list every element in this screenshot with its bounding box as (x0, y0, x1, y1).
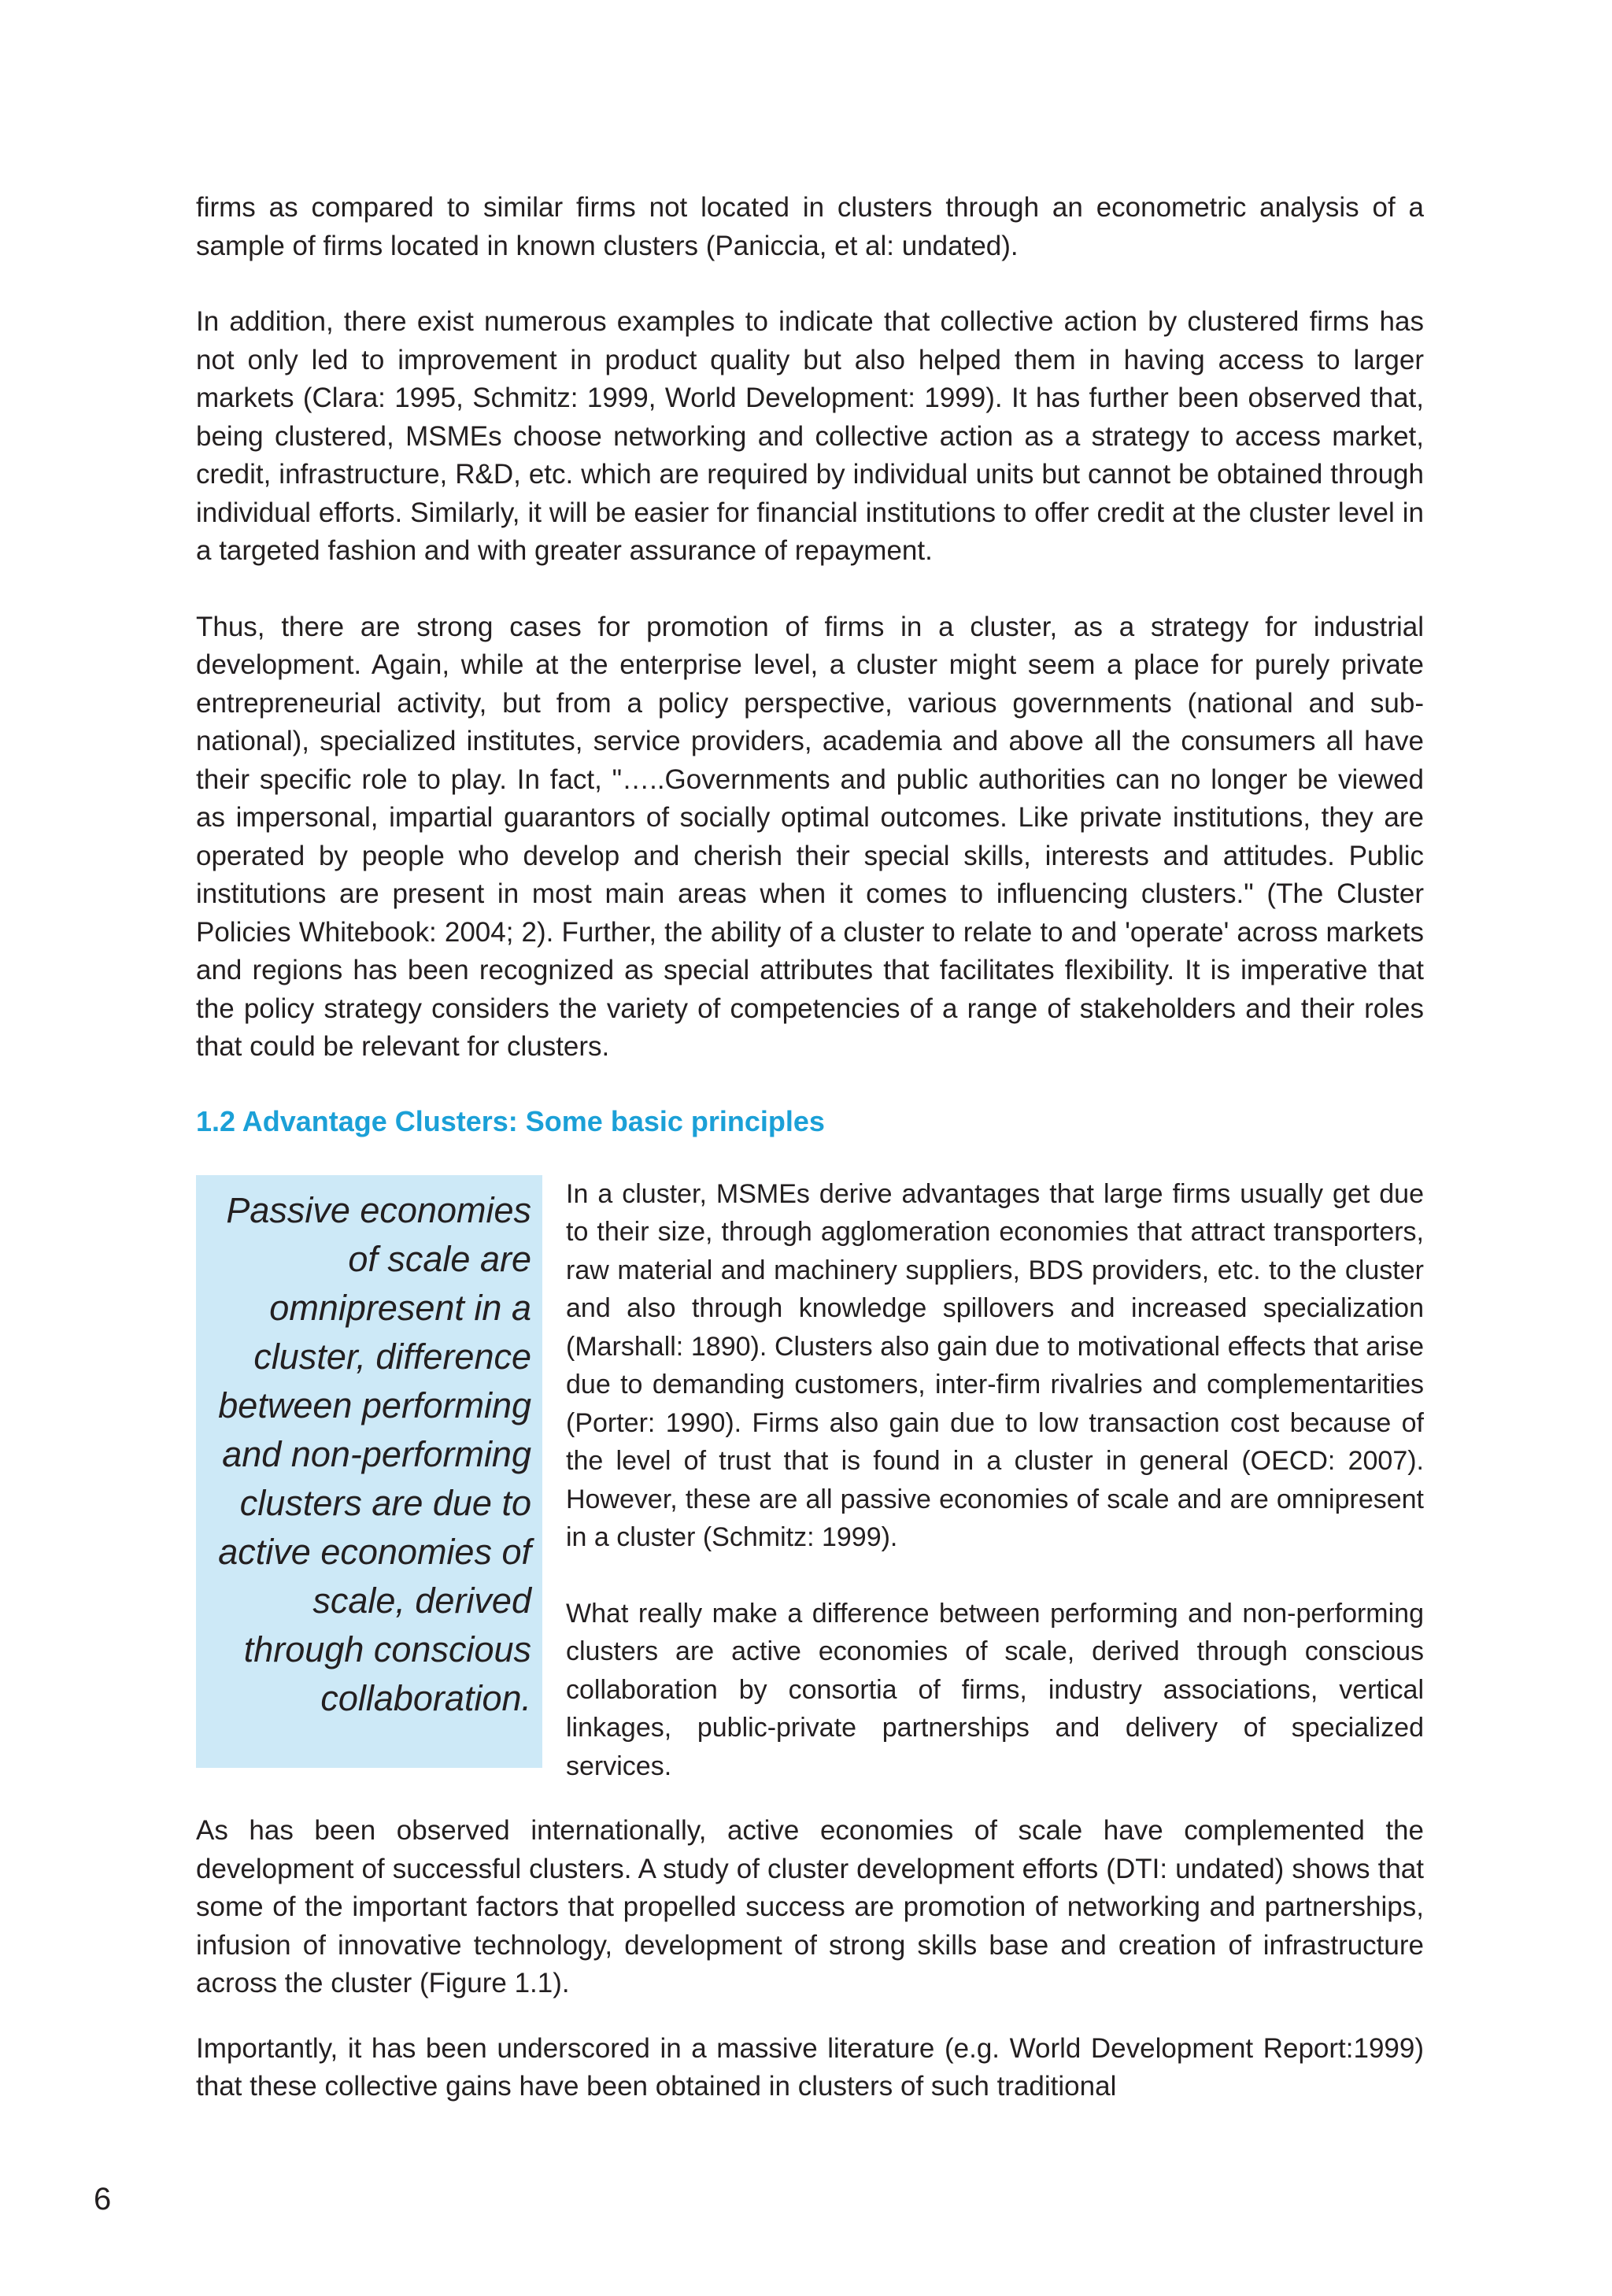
paragraph-5: Importantly, it has been underscored in a massive literature (e.g. World Development Report:1999) that these collective gains have been obtained in clusters of such traditional (196, 2032, 1424, 2102)
two-column-block (196, 1175, 1424, 1786)
paragraph-3: Thus, there are strong cases for promotion of firms in a cluster, as a strategy for industrial development. Again, while at the enterprise level, a cluster might seem a place for purely private entrepreneurial activity, but from a policy perspective, various governments (national and sub-national), specialized institutes, service providers, academia and above all the consumers all have their specific role to play. In fact, "…..Governments and public authorities can no longer be viewed as impersonal, impartial guarantors of socially optimal outcomes. Like private institutions, they are operated by people who develop and cherish their special skills, interests and attitudes. Public institutions are present in most main areas when it comes to influencing clusters." (The Cluster Policies Whitebook: 2004; 2). Further, the ability of a cluster to relate to and 'operate' across markets and regions has been recognized as special attributes that facilitates flexibility. It is imperative that the policy strategy considers the variety of competencies of a range of stakeholders and their roles that could be relevant for clusters. (196, 611, 1424, 1062)
column-paragraph-2: What really make a difference between performing and non-performing clusters are active economies of scale, derived through conscious collaboration by consortia of firms, industry associations, vertical linkages, public-private partnerships and delivery of specialized services. (566, 1598, 1424, 1781)
column-paragraph-1: In a cluster, MSMEs derive advantages that large firms usually get due to their size, through agglomeration economies that attract transporters, raw material and machinery suppliers, BDS providers, etc. to the cluster and also through knowledge spillovers and increased specialization (Marshall: 1890). Clusters also gain due to motivational effects that arise due to demanding customers, inter-firm rivalries and complementarities (Porter: 1990). Firms also gain due to low transaction cost because of the level of trust that is found in a cluster in general (OECD: 2007). However, these are all passive economies of scale and are omnipresent in a cluster (Schmitz: 1999). (566, 1178, 1424, 1552)
section-heading: 1.2 Advantage Clusters: Some basic principles (196, 1104, 825, 1137)
page-number: 6 (94, 2182, 112, 2217)
page-content (196, 189, 1424, 2106)
right-column (566, 1175, 1424, 1786)
pull-quote: Passive economies of scale are omnipresent in a cluster, difference between performing and non-performing clusters are due to active economies of scale, derived through conscious collaboration. (196, 1175, 542, 1768)
paragraph-1: firms as compared to similar firms not located in clusters through an econometric analysis of a sample of firms located in known clusters (Paniccia, et al: undated). (196, 192, 1424, 261)
paragraph-2: In addition, there exist numerous examples to indicate that collective action by clustered firms has not only led to improvement in product quality but also helped them in having access to larger markets (Clara: 1995, Schmitz: 1999, World Development: 1999). It has further been observed that, being clustered, MSMEs choose networking and collective action as a strategy to access market, credit, infrastructure, R&D, etc. which are required by individual units but cannot be obtained through individual efforts. Similarly, it will be easier for financial institutions to offer credit at the cluster level in a targeted fashion and with greater assurance of repayment. (196, 306, 1424, 566)
paragraph-4: As has been observed internationally, active economies of scale have complemented the development of successful clusters. A study of cluster development efforts (DTI: undated) shows that some of the important factors that propelled success are promotion of networking and partnerships, infusion of innovative technology, development of strong skills base and creation of infrastructure across the cluster (Figure 1.1). (196, 1815, 1424, 1998)
